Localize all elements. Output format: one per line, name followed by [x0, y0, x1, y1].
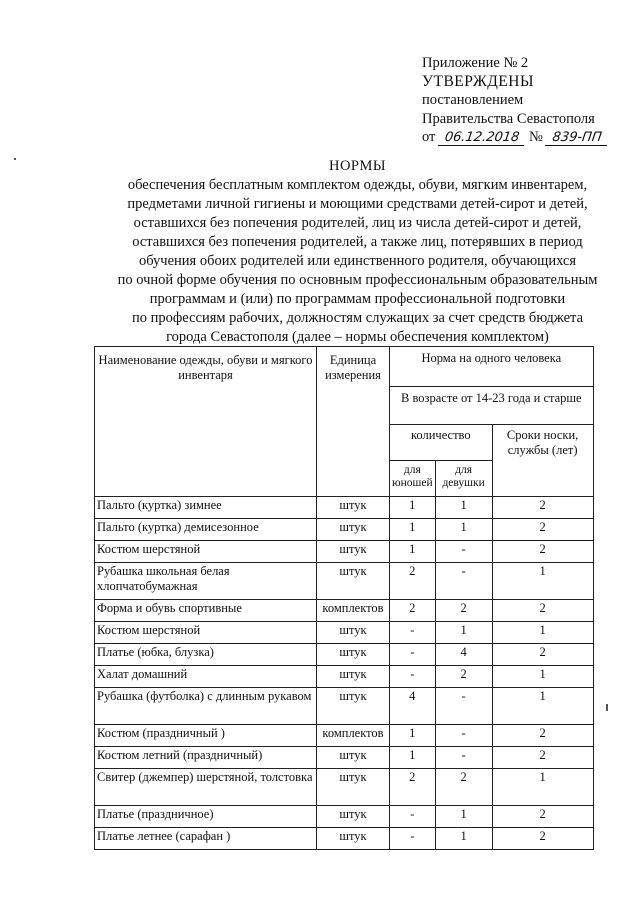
title-line: обучения обоих родителей или единственного родителя, обучающихся — [138, 253, 577, 269]
header-name: Наименование одежды, обуви и мягкого инвентаря — [95, 347, 317, 497]
item-term: 1 — [492, 563, 593, 600]
item-girls: 1 — [435, 622, 492, 644]
item-girls: 1 — [435, 497, 492, 519]
item-name: Платье летнее (сарафан ) — [95, 828, 317, 850]
item-boys: - — [390, 644, 436, 666]
from-label: от — [422, 129, 436, 145]
item-term: 2 — [492, 644, 593, 666]
item-term: 1 — [492, 688, 593, 725]
item-unit: штук — [317, 541, 390, 563]
item-name: Костюм (праздничный ) — [95, 725, 317, 747]
item-term: 2 — [492, 828, 593, 850]
item-boys: - — [390, 806, 436, 828]
item-name: Костюм летний (праздничный) — [95, 747, 317, 769]
item-boys: 2 — [390, 769, 436, 806]
table-row — [95, 747, 594, 769]
item-name: Платье (юбка, блузка) — [95, 644, 317, 666]
item-term: 2 — [492, 725, 593, 747]
item-unit: штук — [317, 497, 390, 519]
title-line: предметами личной гигиены и моющими средствами детей-сирот и детей, — [127, 196, 588, 212]
item-girls: 1 — [435, 519, 492, 541]
table-row — [95, 666, 594, 688]
item-girls: 1 — [435, 828, 492, 850]
table-row — [95, 622, 594, 644]
item-name: Платье (праздничное) — [95, 806, 317, 828]
document-title — [90, 157, 625, 347]
decree-date-line — [422, 128, 622, 147]
item-unit: штук — [317, 666, 390, 688]
header-quantity: количество — [390, 425, 493, 461]
item-term: 1 — [492, 769, 593, 806]
item-boys: 2 — [390, 563, 436, 600]
item-unit: комплектов — [317, 600, 390, 622]
item-name: Халат домашний — [95, 666, 317, 688]
item-girls: - — [435, 541, 492, 563]
item-term: 2 — [492, 497, 593, 519]
item-unit: комплектов — [317, 725, 390, 747]
header-unit: Единица измерения — [317, 347, 390, 497]
header-norm: Норма на одного человека — [390, 347, 594, 387]
item-unit: штук — [317, 644, 390, 666]
title-line: города Севастополя (далее – нормы обеспечения комплектом) — [166, 329, 549, 345]
item-boys: - — [390, 666, 436, 688]
item-boys: 1 — [390, 519, 436, 541]
table-row — [95, 519, 594, 541]
table-row — [95, 769, 594, 806]
header-girls: для девушки — [435, 461, 492, 497]
table-row — [95, 725, 594, 747]
item-name: Костюм шерстяной — [95, 541, 317, 563]
table-row — [95, 828, 594, 850]
scan-speck — [14, 158, 16, 160]
item-unit: штук — [317, 828, 390, 850]
item-term: 1 — [492, 666, 593, 688]
norms-table — [94, 346, 594, 850]
title-line: программам и (или) по программам профессиональной подготовки — [149, 291, 566, 307]
table-row — [95, 806, 594, 828]
item-name: Свитер (джемпер) шерстяной, толстовка — [95, 769, 317, 806]
item-girls: - — [435, 725, 492, 747]
header-age: В возрасте от 14-23 года и старше — [390, 387, 594, 425]
item-girls: 2 — [435, 769, 492, 806]
table-row — [95, 688, 594, 725]
item-term: 1 — [492, 622, 593, 644]
table-row — [95, 644, 594, 666]
table-row — [95, 541, 594, 563]
item-term: 2 — [492, 541, 593, 563]
title-line: оставшихся без попечения родителей, лиц из числа детей-сирот и детей, — [133, 215, 582, 231]
item-unit: штук — [317, 769, 390, 806]
item-boys: - — [390, 828, 436, 850]
table-header-row — [95, 347, 594, 387]
item-name: Рубашка школьная белая хлопчатобумажная — [95, 563, 317, 600]
item-boys: - — [390, 622, 436, 644]
table-row — [95, 563, 594, 600]
item-boys: 1 — [390, 747, 436, 769]
decree-number: 839-ПП — [545, 130, 609, 146]
item-girls: 1 — [435, 806, 492, 828]
title-heading: НОРМЫ — [328, 158, 387, 174]
item-name: Костюм шерстяной — [95, 622, 317, 644]
item-unit: штук — [317, 688, 390, 725]
item-term: 2 — [492, 600, 593, 622]
item-name: Пальто (куртка) зимнее — [95, 497, 317, 519]
decree-date: 06.12.2018 — [438, 130, 526, 146]
appendix-label: Приложение № 2 — [422, 55, 529, 71]
item-boys: 1 — [390, 725, 436, 747]
item-boys: 1 — [390, 541, 436, 563]
authority-label: Правительства Севастополя — [422, 110, 595, 127]
approved-label: УТВЕРЖДЕНЫ — [422, 72, 534, 90]
item-girls: - — [435, 747, 492, 769]
item-name: Пальто (куртка) демисезонное — [95, 519, 317, 541]
item-boys: 1 — [390, 497, 436, 519]
item-term: 2 — [492, 519, 593, 541]
title-line: по профессиям рабочих, должностям служащих за счет средств бюджета — [131, 310, 583, 326]
item-term: 2 — [492, 747, 593, 769]
item-unit: штук — [317, 563, 390, 600]
item-unit: штук — [317, 806, 390, 828]
item-term: 2 — [492, 806, 593, 828]
table-row — [95, 600, 594, 622]
decree-label: постановлением — [422, 92, 524, 108]
item-unit: штук — [317, 519, 390, 541]
number-label: № — [529, 129, 543, 145]
scan-speck — [606, 704, 608, 711]
item-name: Форма и обувь спортивные — [95, 600, 317, 622]
table-row — [95, 497, 594, 519]
item-unit: штук — [317, 622, 390, 644]
approval-block — [422, 54, 622, 147]
header-term: Сроки носки, службы (лет) — [492, 425, 593, 497]
title-line: обеспечения бесплатным комплектом одежды, обуви, мягким инвентарем, — [127, 177, 588, 193]
item-boys: 2 — [390, 600, 436, 622]
item-girls: - — [435, 563, 492, 600]
item-girls: 4 — [435, 644, 492, 666]
title-line: по очной форме обучения по основным профессиональным образовательным — [117, 272, 598, 288]
item-girls: 2 — [435, 666, 492, 688]
item-name: Рубашка (футболка) с длинным рукавом — [95, 688, 317, 725]
header-boys: для юношей — [390, 461, 436, 497]
item-boys: 4 — [390, 688, 436, 725]
item-unit: штук — [317, 747, 390, 769]
item-girls: - — [435, 688, 492, 725]
item-girls: 2 — [435, 600, 492, 622]
title-line: оставшихся без попечения родителей, а также лиц, потерявших в период — [132, 234, 583, 250]
